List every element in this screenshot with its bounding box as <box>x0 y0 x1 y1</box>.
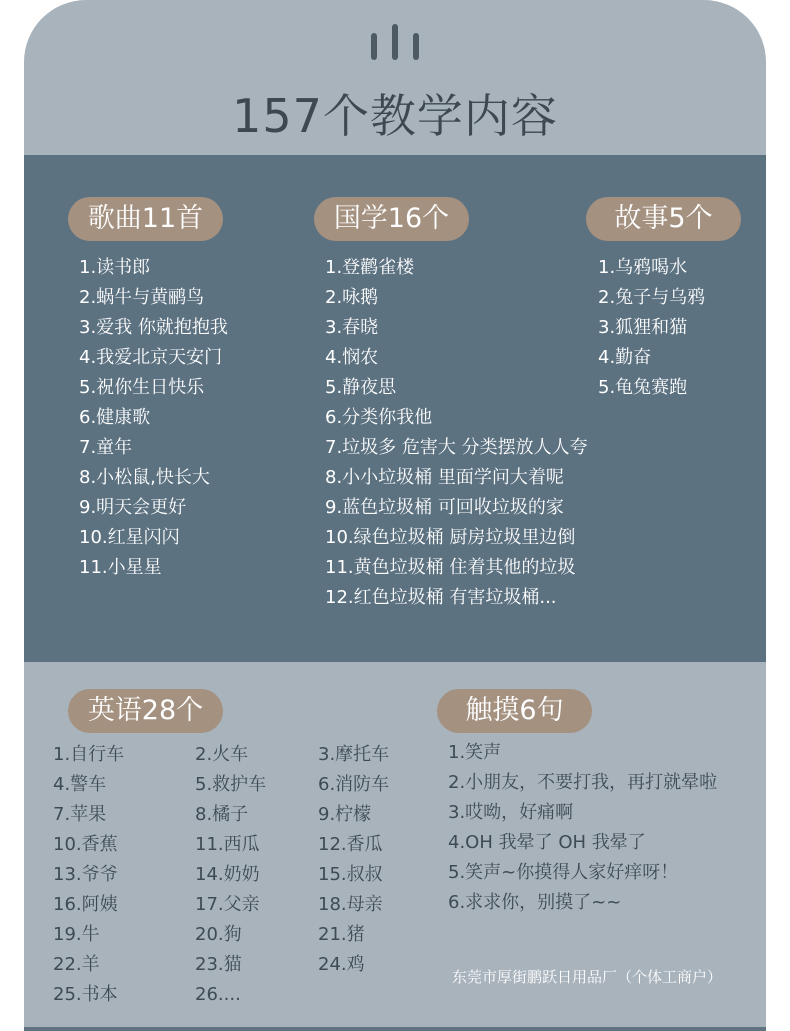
touch-pill: 触摸6句 <box>437 689 592 733</box>
list-item: 4.警车 <box>53 774 107 795</box>
list-item: 21.猪 <box>318 924 365 945</box>
list-item: 15.叔叔 <box>318 864 383 885</box>
list-item: 22.羊 <box>53 954 100 975</box>
guoxue-pill: 国学16个 <box>314 197 469 241</box>
list-item: 2.火车 <box>195 744 249 765</box>
list-item: 11.西瓜 <box>195 834 260 855</box>
content-card <box>24 0 766 1031</box>
stories-list <box>598 253 705 403</box>
list-item: 2.蜗牛与黄鹂鸟 <box>79 287 205 308</box>
list-item: 12.红色垃圾桶 有害垃圾桶... <box>325 587 557 608</box>
manufacturer-note: 东莞市厚街鹏跃日用品厂（个体工商户） <box>452 968 723 986</box>
list-item: 3.哎呦，好痛啊 <box>448 802 574 823</box>
list-item: 1.读书郎 <box>79 257 151 278</box>
list-item: 17.父亲 <box>195 894 260 915</box>
list-item: 9.蓝色垃圾桶 可回收垃圾的家 <box>325 497 564 518</box>
list-item: 5.笑声~你摸得人家好痒呀！ <box>448 862 679 883</box>
english-col-1 <box>53 740 124 1010</box>
list-item: 20.狗 <box>195 924 242 945</box>
list-item: 16.阿姨 <box>53 894 118 915</box>
list-item: 4.我爱北京天安门 <box>79 347 223 368</box>
list-item: 1.笑声 <box>448 742 502 763</box>
list-item: 3.春晓 <box>325 317 379 338</box>
list-item: 11.黄色垃圾桶 住着其他的垃圾 <box>325 557 576 578</box>
list-item: 6.求求你，别摸了~~ <box>448 892 622 913</box>
page-title: 157个教学内容 <box>232 89 558 143</box>
list-item: 3.爱我 你就抱抱我 <box>79 317 228 338</box>
guoxue-list <box>325 253 588 613</box>
list-item: 13.爷爷 <box>53 864 118 885</box>
list-item: 11.小星星 <box>79 557 162 578</box>
list-item: 5.救护车 <box>195 774 267 795</box>
list-item: 10.绿色垃圾桶 厨房垃圾里边倒 <box>325 527 576 548</box>
list-item: 1.自行车 <box>53 744 125 765</box>
list-item: 9.明天会更好 <box>79 497 187 518</box>
list-item: 19.牛 <box>53 924 100 945</box>
list-item: 3.狐狸和猫 <box>598 317 688 338</box>
dark-panel <box>24 155 766 662</box>
english-col-2 <box>195 740 266 1010</box>
list-item: 1.乌鸦喝水 <box>598 257 688 278</box>
list-item: 3.摩托车 <box>318 744 390 765</box>
stories-pill: 故事5个 <box>586 197 741 241</box>
list-item: 9.柠檬 <box>318 804 372 825</box>
list-item: 6.消防车 <box>318 774 390 795</box>
songs-pill: 歌曲11首 <box>68 197 223 241</box>
list-item: 6.分类你我他 <box>325 407 433 428</box>
list-item: 18.母亲 <box>318 894 383 915</box>
list-item: 4.OH 我晕了 OH 我晕了 <box>448 832 646 853</box>
list-item: 10.红星闪闪 <box>79 527 180 548</box>
list-item: 2.小朋友，不要打我，再打就晕啦 <box>448 772 718 793</box>
list-item: 10.香蕉 <box>53 834 118 855</box>
sound-bars-icon <box>371 24 421 60</box>
english-col-3 <box>318 740 389 980</box>
list-item: 4.勤奋 <box>598 347 652 368</box>
list-item: 7.童年 <box>79 437 133 458</box>
list-item: 12.香瓜 <box>318 834 383 855</box>
bottom-divider <box>24 1027 766 1031</box>
list-item: 14.奶奶 <box>195 864 260 885</box>
list-item: 2.咏鹅 <box>325 287 379 308</box>
touch-list <box>448 738 717 918</box>
list-item: 8.橘子 <box>195 804 249 825</box>
list-item: 1.登鹳雀楼 <box>325 257 415 278</box>
list-item: 5.龟兔赛跑 <box>598 377 688 398</box>
list-item: 26.... <box>195 984 241 1005</box>
list-item: 5.祝你生日快乐 <box>79 377 205 398</box>
list-item: 8.小松鼠,快长大 <box>79 467 210 488</box>
list-item: 8.小小垃圾桶 里面学问大着呢 <box>325 467 564 488</box>
list-item: 25.书本 <box>53 984 118 1005</box>
songs-list <box>79 253 228 583</box>
english-pill: 英语28个 <box>68 689 223 733</box>
list-item: 6.健康歌 <box>79 407 151 428</box>
list-item: 7.苹果 <box>53 804 107 825</box>
list-item: 23.猫 <box>195 954 242 975</box>
list-item: 4.悯农 <box>325 347 379 368</box>
list-item: 5.静夜思 <box>325 377 397 398</box>
list-item: 7.垃圾多 危害大 分类摆放人人夸 <box>325 437 588 458</box>
list-item: 24.鸡 <box>318 954 365 975</box>
list-item: 2.兔子与乌鸦 <box>598 287 706 308</box>
